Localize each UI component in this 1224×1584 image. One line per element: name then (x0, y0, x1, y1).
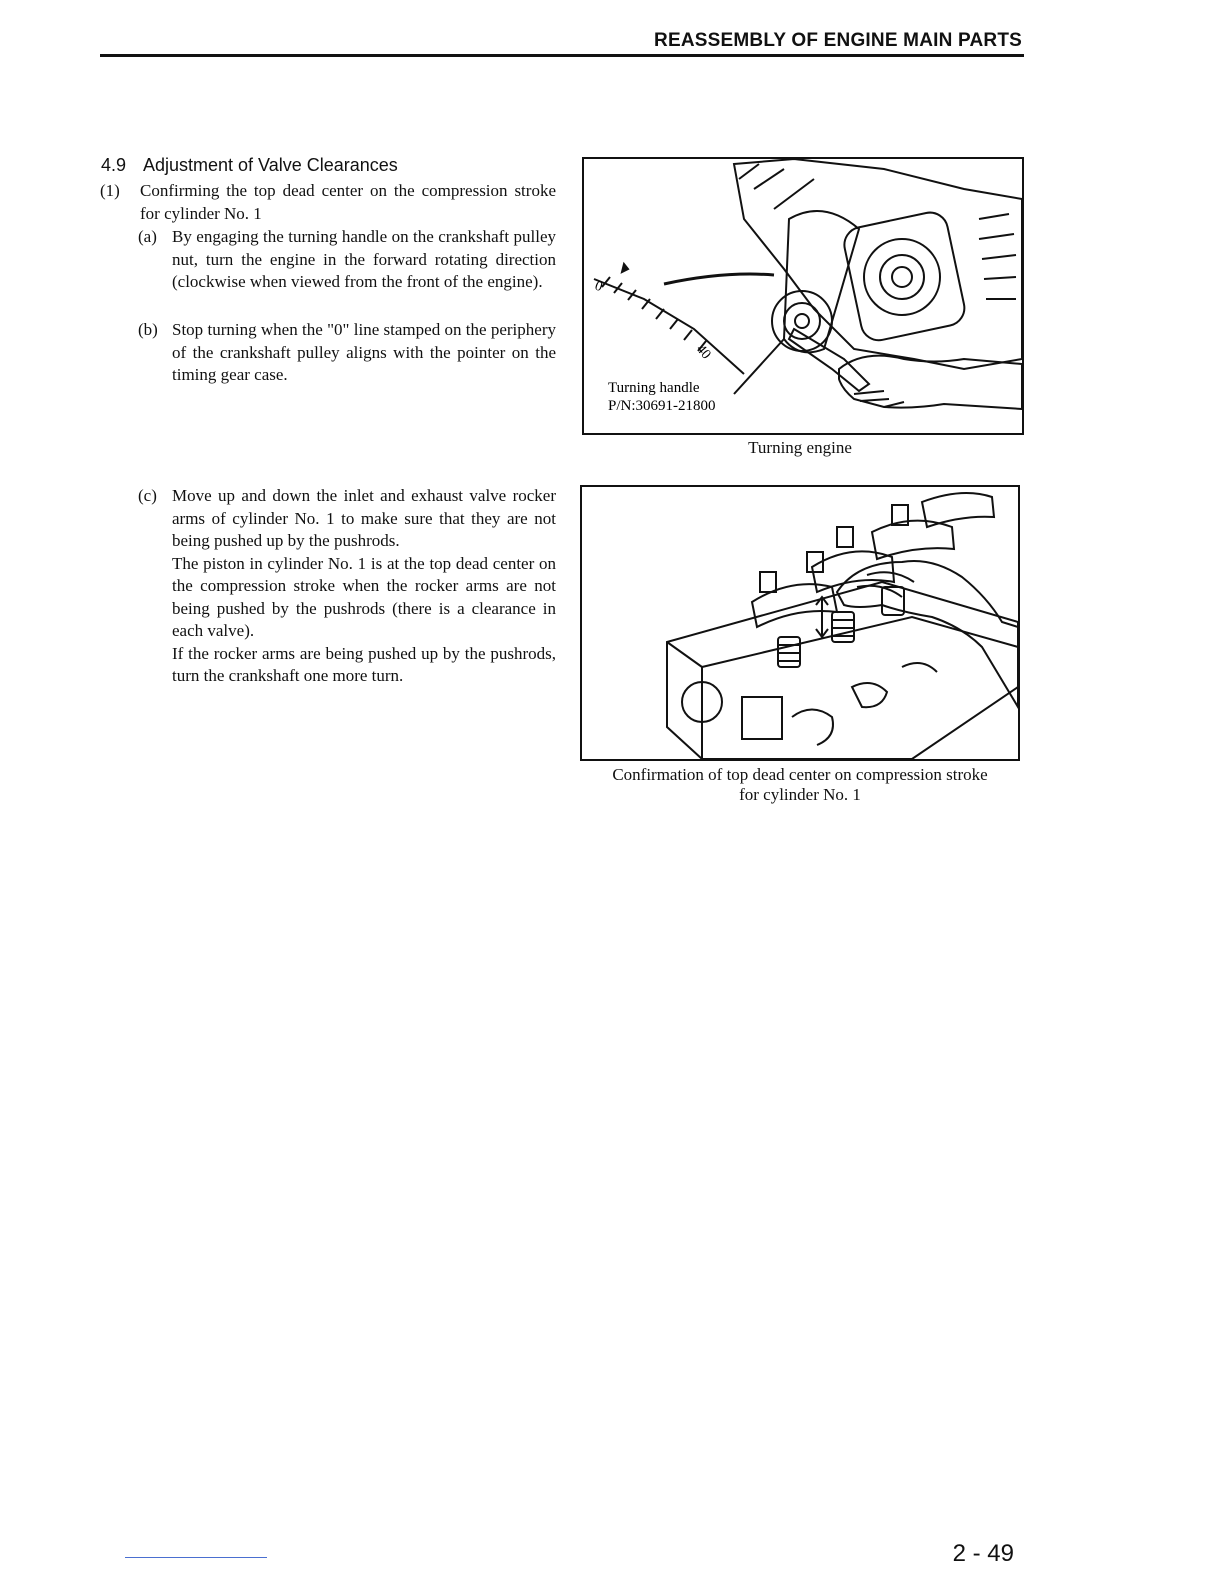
figure-tdc-confirmation (580, 485, 1020, 761)
figure-turning-engine (582, 157, 1024, 435)
substep-a (138, 226, 556, 294)
substep-c-note-2: If the rocker arms are being pushed up by the pushrods, turn the crankshaft one more turn. (172, 643, 556, 685)
figure-2-caption (575, 765, 1025, 805)
substep-c-note-1: The piston in cylinder No. 1 is at the top dead center on the compression stroke when the rocker arms are not being pushed by the pushrods (there is a clearance in each valve). (172, 553, 556, 640)
step-1-text: Confirming the top dead center on the compression stroke for cylinder No. 1 (140, 181, 556, 223)
tdc-confirmation-illustration (582, 487, 1018, 759)
substep-c-text: Move up and down the inlet and exhaust valve rocker arms of cylinder No. 1 to make sure that they are not being pushed up by the pushrods. (172, 486, 556, 550)
section-heading (101, 155, 398, 176)
header-rule (100, 54, 1024, 57)
part-number-label: P/N:30691-21800 (608, 398, 716, 414)
step-1 (100, 180, 556, 225)
figure-2-caption-line-2: for cylinder No. 1 (739, 785, 861, 804)
substep-b-mark: (b) (138, 320, 158, 339)
substep-a-text: By engaging the turning handle on the crankshaft pulley nut, turn the engine in the forward rotating direction (clockwise when viewed from the front of the engine). (172, 227, 556, 291)
figure-1-caption: Turning engine (748, 438, 852, 457)
scale-mark-0: 0 (592, 278, 605, 296)
step-1-mark: (1) (100, 181, 120, 200)
section-number: 4.9 (101, 155, 127, 175)
substep-c (138, 485, 556, 688)
figure-2-caption-line-1: Confirmation of top dead center on compression stroke (612, 765, 988, 784)
substep-b (138, 319, 556, 387)
turning-handle-label: Turning handle (608, 380, 700, 396)
substep-c-mark: (c) (138, 486, 157, 505)
substep-b-text: Stop turning when the "0" line stamped on the periphery of the crankshaft pulley aligns with the pointer on the timing gear case. (172, 320, 556, 384)
footer-line (125, 1557, 267, 1558)
scale-mark-40: 40 (692, 341, 714, 363)
substep-a-mark: (a) (138, 227, 157, 246)
page-number: 2 - 49 (952, 1540, 1014, 1567)
running-header: REASSEMBLY OF ENGINE MAIN PARTS (654, 30, 1022, 51)
section-title: Adjustment of Valve Clearances (143, 155, 398, 175)
turning-engine-illustration (584, 159, 1022, 433)
